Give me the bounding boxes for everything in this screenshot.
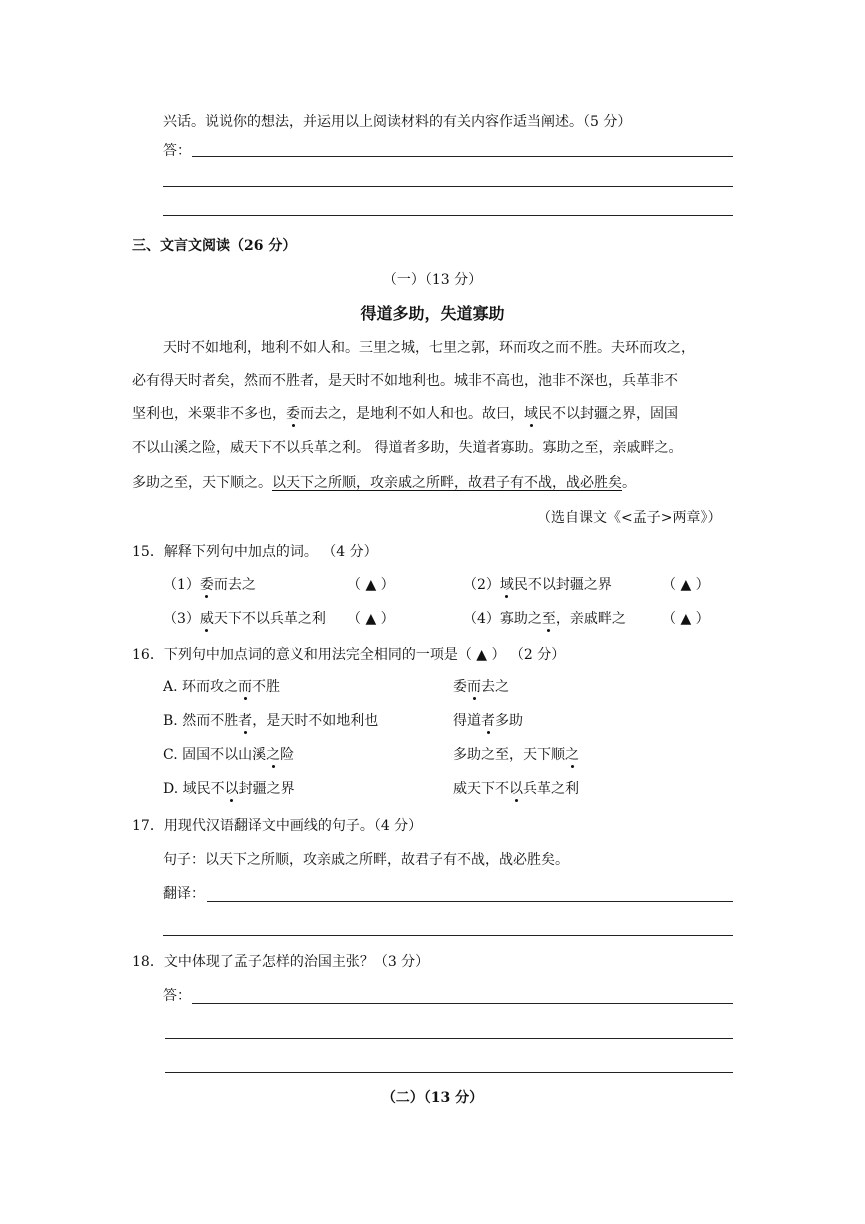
- option-text: 兵革之利: [523, 781, 579, 797]
- answer-blank[interactable]: （ ▲ ）: [347, 577, 395, 593]
- option-letter: B.: [163, 713, 178, 729]
- part-heading: （一）（13 分）: [382, 272, 483, 288]
- passage-line: [132, 473, 636, 493]
- dotted-word: 者: [238, 713, 253, 729]
- option-text: 然而不胜: [182, 713, 239, 729]
- option-letter: D.: [163, 781, 179, 797]
- option-text: 威天下不: [453, 781, 509, 797]
- dotted-word: 者: [481, 713, 495, 729]
- option-text: 多助: [495, 713, 523, 729]
- passage-line: [132, 404, 678, 424]
- item-text: 民不以封疆之界: [513, 577, 612, 593]
- dotted-word: 域: [499, 577, 514, 593]
- item-number: （1）: [163, 577, 200, 593]
- answer-blank[interactable]: （ ▲ ）: [662, 611, 710, 627]
- dotted-word: 之: [266, 747, 281, 763]
- answer-line[interactable]: [192, 1003, 733, 1004]
- item-number: （4）: [463, 611, 500, 627]
- passage-line: 不以山溪之险，威天下不以兵革之利。 得道者多助，失道者寡助。寡助之至，亲戚畔之。: [132, 440, 683, 456]
- q16-option-left: [163, 745, 294, 765]
- answer-line: [192, 156, 733, 157]
- q16-option-right: [453, 677, 509, 697]
- underlined-sentence: 以天下之所顺，攻亲戚之所畔，故君子有不战，战必胜矣: [272, 475, 622, 491]
- passage-line: 必有得天时者矣，然而不胜者，是天时不如地利也。城非不高也，池非不深也，兵革非不: [132, 373, 678, 389]
- dotted-word: 至: [541, 611, 556, 627]
- answer-line[interactable]: [163, 935, 733, 936]
- dotted-word: 而: [238, 679, 253, 695]
- dotted-word: 以: [224, 781, 239, 797]
- section-title: 三、文言文阅读（26 分）: [132, 238, 297, 254]
- option-text: 委: [453, 679, 467, 695]
- answer-label: 答：: [163, 988, 191, 1004]
- answer-blank[interactable]: （ ▲ ）: [662, 577, 710, 593]
- q15-item: [163, 575, 256, 595]
- item-text: ，亲戚畔之: [555, 611, 626, 627]
- q16-option-left: [163, 779, 295, 799]
- q16-option-right: [453, 745, 579, 765]
- translation-label: 翻译：: [163, 886, 205, 902]
- translate-sentence: 句子：以天下之所顺，攻亲戚之所畔，故君子有不战，战必胜矣。: [163, 852, 569, 868]
- answer-blank[interactable]: （ ▲ ）: [347, 611, 395, 627]
- answer-line: [163, 186, 733, 187]
- passage-text: 多助之至，天下顺之。: [132, 475, 272, 491]
- option-text: 域民不: [182, 781, 225, 797]
- question-17-stem: 17．用现代汉语翻译文中画线的句子。（4 分）: [132, 818, 423, 834]
- q15-item: [463, 609, 626, 629]
- passage-text: 。: [622, 475, 636, 491]
- item-text: 而去之: [213, 577, 256, 593]
- option-text: 多助之至，天下顺: [453, 747, 565, 763]
- option-text: 环而攻之: [182, 679, 239, 695]
- answer-line: [163, 215, 733, 216]
- dotted-word: 而: [467, 679, 481, 695]
- question-15-stem: 15．解释下列句中加点的词。 （4 分）: [132, 544, 378, 560]
- dotted-word: 委: [286, 406, 300, 422]
- dotted-word: 委: [199, 577, 214, 593]
- passage-text: 坚利也，米粟非不多也，: [132, 406, 286, 422]
- option-text: 险: [280, 747, 295, 763]
- dotted-word: 之: [565, 747, 579, 763]
- passage-title: 得道多助，失道寡助: [360, 304, 505, 323]
- passage-line: 天时不如地利，地利不如人和。三里之城，七里之郭，环而攻之而不胜。夫环而攻之，: [163, 340, 695, 356]
- source-note: （选自课文《<孟子>两章》）: [537, 510, 722, 526]
- q16-option-right: [453, 779, 579, 799]
- option-text: 得道: [453, 713, 481, 729]
- option-text: 去之: [481, 679, 509, 695]
- dotted-word: 以: [509, 781, 523, 797]
- answer-line[interactable]: [165, 1038, 733, 1039]
- q15-item: [163, 609, 326, 629]
- option-letter: C.: [163, 747, 178, 763]
- question-14-tail: 兴话。说说你的想法，并运用以上阅读材料的有关内容作适当阐述。（5 分）: [163, 114, 632, 130]
- option-text: 不胜: [252, 679, 281, 695]
- passage-text: 民不以封疆之界，固国: [538, 406, 678, 422]
- answer-label: 答：: [163, 143, 191, 159]
- dotted-word: 域: [524, 406, 538, 422]
- option-letter: A.: [163, 679, 178, 695]
- part-heading: （二）（13 分）: [381, 1090, 484, 1106]
- q16-option-right: [453, 711, 523, 731]
- item-number: （2）: [463, 577, 500, 593]
- item-text: 寡助之: [499, 611, 542, 627]
- option-text: 封疆之界: [238, 781, 295, 797]
- answer-line[interactable]: [207, 901, 733, 902]
- answer-line[interactable]: [165, 1072, 733, 1073]
- q16-option-left: [163, 677, 280, 697]
- dotted-word: 威: [199, 611, 214, 627]
- option-text: 固国不以山溪: [182, 747, 267, 763]
- passage-text: 而去之，是地利不如人和也。故曰，: [300, 406, 524, 422]
- q15-item: [463, 575, 612, 595]
- question-18-stem: 18．文中体现了孟子怎样的治国主张？（3 分）: [132, 954, 430, 970]
- option-text: ，是天时不如地利也: [252, 713, 379, 729]
- item-number: （3）: [163, 611, 200, 627]
- item-text: 天下不以兵革之利: [213, 611, 326, 627]
- question-16-stem: 16．下列句中加点词的意义和用法完全相同的一项是（ ▲ ） （2 分）: [132, 647, 566, 663]
- q16-option-left: [163, 711, 378, 731]
